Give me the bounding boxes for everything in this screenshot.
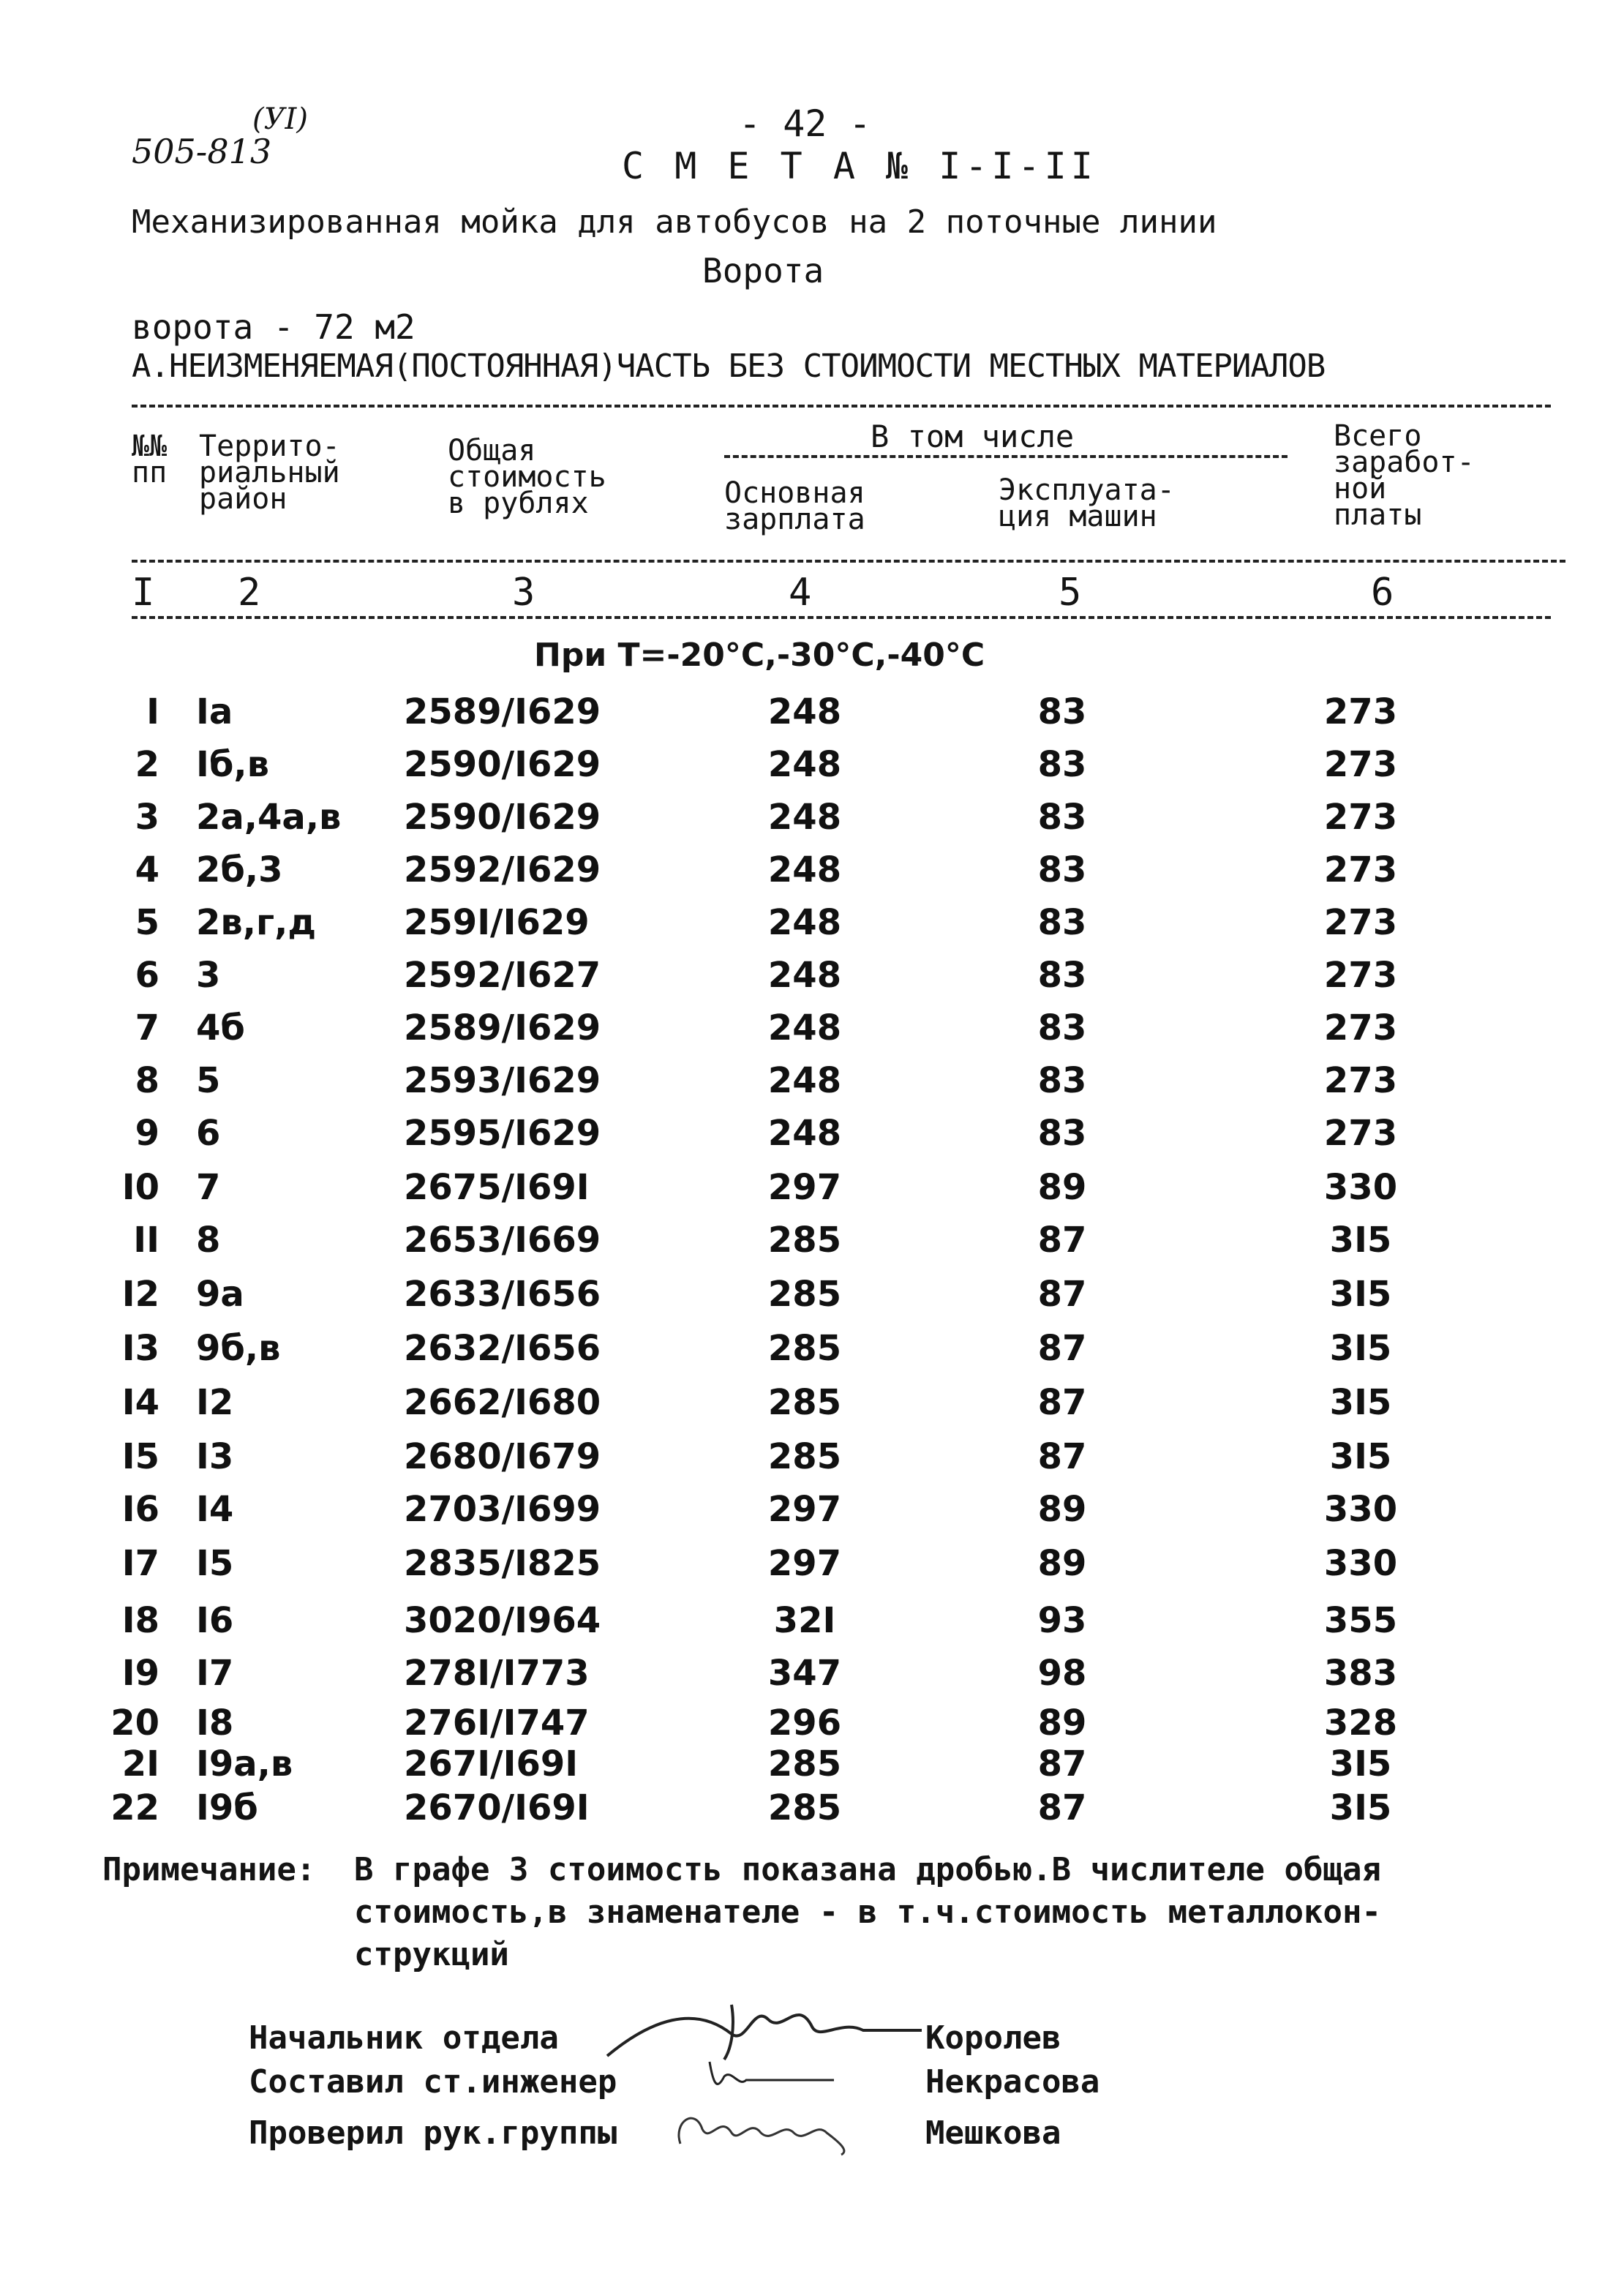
row-wages: 328 <box>1323 1703 1398 1744</box>
header-total-cost: Общая стоимость в рублях <box>448 434 606 520</box>
row-total-cost: 2632/I656 <box>404 1328 601 1369</box>
row-machines: 83 <box>1037 902 1087 943</box>
column-number-3: 3 <box>512 571 535 615</box>
table-row <box>0 1007 1624 1060</box>
row-number: I4 <box>121 1382 159 1423</box>
row-machines: 87 <box>1037 1274 1087 1315</box>
row-machines: 83 <box>1037 849 1087 890</box>
row-total-cost: 2590/I629 <box>404 797 601 838</box>
row-salary: 297 <box>767 1489 842 1530</box>
signature-role-3: Проверил рук.группы <box>249 2114 617 2152</box>
row-wages: 3I5 <box>1329 1787 1392 1828</box>
column-numbers-rule <box>132 616 1551 619</box>
row-wages: 3I5 <box>1329 1382 1392 1423</box>
row-total-cost: 2675/I69I <box>404 1167 590 1208</box>
signature-role-1: Начальник отдела <box>249 2019 559 2057</box>
row-region: 9б,в <box>196 1328 281 1369</box>
row-total-cost: 2633/I656 <box>404 1274 601 1315</box>
table-row <box>0 797 1624 849</box>
row-machines: 87 <box>1037 1220 1087 1261</box>
table-row <box>0 902 1624 955</box>
row-number: II <box>133 1220 159 1261</box>
row-region: I8 <box>196 1703 234 1744</box>
page-number: - 42 - <box>739 102 871 145</box>
row-salary: 285 <box>767 1382 842 1423</box>
table-row <box>0 744 1624 797</box>
row-total-cost: 2589/I629 <box>404 1007 601 1048</box>
row-salary: 248 <box>767 1007 842 1048</box>
row-number: 20 <box>110 1703 159 1744</box>
row-salary: 32I <box>773 1600 836 1641</box>
row-wages: 273 <box>1323 902 1398 943</box>
header-machines: Эксплуата- ция машин <box>999 473 1175 533</box>
row-machines: 87 <box>1037 1436 1087 1477</box>
row-machines: 83 <box>1037 744 1087 785</box>
row-wages: 3I5 <box>1329 1220 1392 1261</box>
row-wages: 3I5 <box>1329 1274 1392 1315</box>
table-row <box>0 1600 1624 1653</box>
row-machines: 87 <box>1037 1382 1087 1423</box>
row-wages: 273 <box>1323 797 1398 838</box>
row-wages: 273 <box>1323 849 1398 890</box>
row-salary: 248 <box>767 797 842 838</box>
row-number: 3 <box>135 797 159 838</box>
row-number: I0 <box>121 1167 159 1208</box>
row-machines: 89 <box>1037 1703 1087 1744</box>
row-region: I4 <box>196 1489 234 1530</box>
column-number-4: 4 <box>789 571 812 615</box>
row-region: 6 <box>196 1113 221 1154</box>
row-region: 2б,3 <box>196 849 283 890</box>
row-region: 8 <box>196 1220 221 1261</box>
row-salary: 248 <box>767 691 842 732</box>
row-total-cost: 2592/I629 <box>404 849 601 890</box>
document-title: С М Е Т А № I-I-II <box>622 145 1097 187</box>
row-number: I8 <box>121 1600 159 1641</box>
row-total-cost: 2590/I629 <box>404 744 601 785</box>
signature-scribble-2 <box>702 2054 849 2098</box>
row-salary: 248 <box>767 849 842 890</box>
signature-name-2: Некрасова <box>925 2063 1100 2101</box>
row-total-cost: 278I/I773 <box>404 1653 590 1694</box>
row-total-cost: 267I/I69I <box>404 1744 579 1784</box>
row-machines: 83 <box>1037 1007 1087 1048</box>
row-machines: 83 <box>1037 1060 1087 1101</box>
row-salary: 296 <box>767 1703 842 1744</box>
row-total-cost: 2680/I679 <box>404 1436 601 1477</box>
table-row <box>0 1167 1624 1220</box>
row-total-cost: 2653/I669 <box>404 1220 601 1261</box>
table-row <box>0 1113 1624 1166</box>
row-total-cost: 2670/I69I <box>404 1787 590 1828</box>
row-number: I3 <box>121 1328 159 1369</box>
signature-name-3: Мешкова <box>925 2114 1061 2152</box>
note-line-2: стоимость,в знаменателе - в т.ч.стоимость металлокон- <box>354 1893 1381 1931</box>
header-wages: Всего заработ- ной платы <box>1334 419 1475 532</box>
document-subtitle: Механизированная мойка для автобусов на 2 поточные линии <box>132 203 1217 241</box>
row-total-cost: 259I/I629 <box>404 902 590 943</box>
row-wages: 273 <box>1323 1060 1398 1101</box>
row-wages: 273 <box>1323 744 1398 785</box>
row-region: Iа <box>196 691 233 732</box>
row-number: I7 <box>121 1543 159 1584</box>
section-title: А.НЕИЗМЕНЯЕМАЯ(ПОСТОЯННАЯ)ЧАСТЬ БЕЗ СТОИМОСТИ МЕСТНЫХ МАТЕРИАЛОВ <box>132 348 1326 385</box>
document-number: 505-813 <box>132 132 272 171</box>
row-region: 2в,г,д <box>196 902 317 943</box>
table-row <box>0 1220 1624 1272</box>
row-number: I2 <box>121 1274 159 1315</box>
row-salary: 285 <box>767 1274 842 1315</box>
column-number-6: 6 <box>1371 571 1394 615</box>
temperature-note: При Т=-20°С,-30°С,-40°С <box>534 637 985 674</box>
table-row <box>0 1489 1624 1542</box>
row-total-cost: 276I/I747 <box>404 1703 590 1744</box>
signature-role-2: Составил ст.инженер <box>249 2063 617 2101</box>
row-total-cost: 2662/I680 <box>404 1382 601 1423</box>
row-number: 22 <box>110 1787 159 1828</box>
column-number-1: I <box>132 571 155 615</box>
row-region: Iб,в <box>196 744 269 785</box>
corner-code: (УI) <box>252 102 308 136</box>
table-row <box>0 691 1624 744</box>
row-salary: 248 <box>767 1060 842 1101</box>
header-bottom-rule <box>132 560 1565 563</box>
row-machines: 87 <box>1037 1328 1087 1369</box>
row-region: I7 <box>196 1653 234 1694</box>
row-wages: 383 <box>1323 1653 1398 1694</box>
column-number-2: 2 <box>238 571 261 615</box>
row-wages: 3I5 <box>1329 1328 1392 1369</box>
row-salary: 248 <box>767 955 842 996</box>
row-machines: 83 <box>1037 1113 1087 1154</box>
row-salary: 285 <box>767 1744 842 1784</box>
row-wages: 273 <box>1323 1007 1398 1048</box>
row-wages: 3I5 <box>1329 1744 1392 1784</box>
table-row <box>0 1060 1624 1113</box>
row-number: I6 <box>121 1489 159 1530</box>
row-number: 7 <box>135 1007 159 1048</box>
row-salary: 285 <box>767 1328 842 1369</box>
row-salary: 285 <box>767 1220 842 1261</box>
row-salary: 297 <box>767 1543 842 1584</box>
row-machines: 93 <box>1037 1600 1087 1641</box>
row-wages: 330 <box>1323 1167 1398 1208</box>
row-region: 7 <box>196 1167 221 1208</box>
header-num: №№ пп <box>132 429 168 489</box>
row-region: 4б <box>196 1007 245 1048</box>
row-wages: 273 <box>1323 1113 1398 1154</box>
row-number: I9 <box>121 1653 159 1694</box>
row-wages: 273 <box>1323 955 1398 996</box>
row-machines: 89 <box>1037 1543 1087 1584</box>
row-region: 9а <box>196 1274 244 1315</box>
row-number: I5 <box>121 1436 159 1477</box>
table-row <box>0 1274 1624 1326</box>
table-row <box>0 1787 1624 1840</box>
row-region: I2 <box>196 1382 234 1423</box>
table-row <box>0 1543 1624 1596</box>
note-label: Примечание: <box>102 1851 316 1888</box>
column-number-5: 5 <box>1059 571 1082 615</box>
header-group-rule <box>724 455 1287 458</box>
row-number: 2I <box>121 1744 159 1784</box>
row-number: I <box>146 691 159 732</box>
row-machines: 98 <box>1037 1653 1087 1694</box>
row-number: 2 <box>135 744 159 785</box>
row-total-cost: 2589/I629 <box>404 691 601 732</box>
row-region: I9б <box>196 1787 258 1828</box>
row-region: I9а,в <box>196 1744 293 1784</box>
row-salary: 248 <box>767 1113 842 1154</box>
row-machines: 87 <box>1037 1744 1087 1784</box>
row-total-cost: 2593/I629 <box>404 1060 601 1101</box>
row-total-cost: 2703/I699 <box>404 1489 601 1530</box>
row-machines: 83 <box>1037 691 1087 732</box>
row-machines: 83 <box>1037 955 1087 996</box>
row-wages: 3I5 <box>1329 1436 1392 1477</box>
signature-name-1: Королев <box>925 2019 1061 2057</box>
row-salary: 248 <box>767 902 842 943</box>
area-label: ворота - 72 м2 <box>132 307 416 347</box>
table-row <box>0 955 1624 1007</box>
row-salary: 285 <box>767 1787 842 1828</box>
table-row <box>0 1382 1624 1435</box>
row-salary: 285 <box>767 1436 842 1477</box>
table-top-rule <box>132 405 1551 408</box>
table-row <box>0 1328 1624 1381</box>
signature-scribble-3 <box>666 2100 885 2158</box>
row-number: 4 <box>135 849 159 890</box>
row-region: 2а,4а,в <box>196 797 342 838</box>
signature-scribble-1 <box>585 1990 936 2063</box>
row-number: 9 <box>135 1113 159 1154</box>
object-name: Ворота <box>702 251 824 290</box>
row-machines: 89 <box>1037 1489 1087 1530</box>
row-wages: 273 <box>1323 691 1398 732</box>
row-salary: 347 <box>767 1653 842 1694</box>
table-row <box>0 1436 1624 1489</box>
table-row <box>0 849 1624 902</box>
row-region: I6 <box>196 1600 234 1641</box>
row-total-cost: 2595/I629 <box>404 1113 601 1154</box>
row-machines: 87 <box>1037 1787 1087 1828</box>
note-line-3: струкций <box>354 1936 509 1973</box>
row-number: 8 <box>135 1060 159 1101</box>
row-region: I5 <box>196 1543 234 1584</box>
row-total-cost: 3020/I964 <box>404 1600 601 1641</box>
table-row <box>0 1653 1624 1705</box>
row-machines: 89 <box>1037 1167 1087 1208</box>
row-wages: 330 <box>1323 1489 1398 1530</box>
row-wages: 330 <box>1323 1543 1398 1584</box>
row-wages: 355 <box>1323 1600 1398 1641</box>
row-total-cost: 2835/I825 <box>404 1543 601 1584</box>
row-salary: 297 <box>767 1167 842 1208</box>
row-number: 6 <box>135 955 159 996</box>
row-region: 3 <box>196 955 221 996</box>
row-total-cost: 2592/I627 <box>404 955 601 996</box>
header-group: В том числе <box>871 419 1075 454</box>
row-region: 5 <box>196 1060 221 1101</box>
row-machines: 83 <box>1037 797 1087 838</box>
note-line-1: В графе 3 стоимость показана дробью.В числителе общая <box>354 1851 1381 1888</box>
header-salary: Основная зарплата <box>724 476 865 536</box>
header-region: Террито- риальный район <box>199 429 340 516</box>
row-region: I3 <box>196 1436 234 1477</box>
row-number: 5 <box>135 902 159 943</box>
row-salary: 248 <box>767 744 842 785</box>
